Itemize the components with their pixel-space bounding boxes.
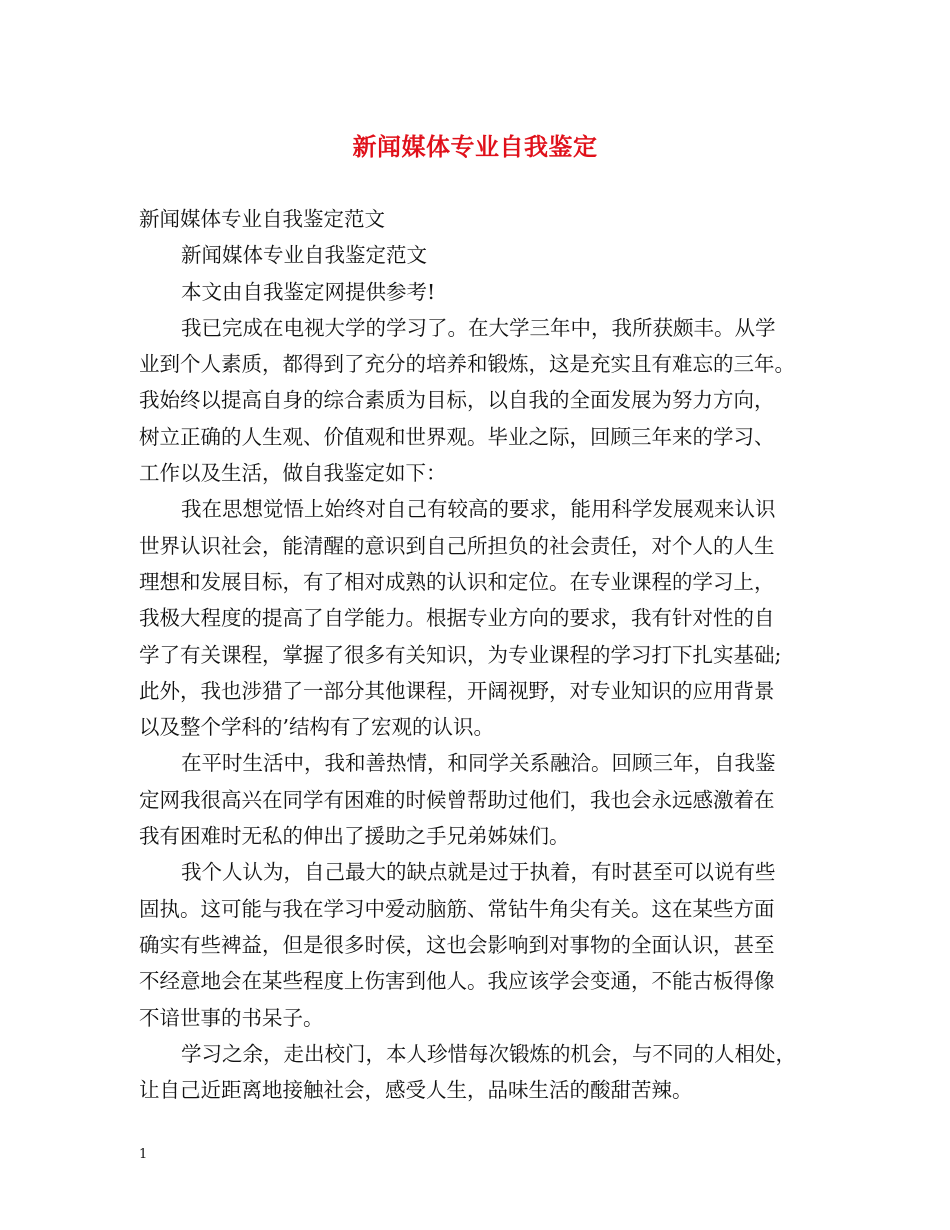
text-line: 理想和发展目标，有了相对成熟的认识和定位。在专业课程的学习上， <box>139 569 775 594</box>
text-line: 固执。这可能与我在学习中爱动脑筋、常钻牛角尖有关。这在某些方面 <box>139 896 775 921</box>
text-line: 业到个人素质，都得到了充分的培养和锻炼，这是充实且有难忘的三年。 <box>139 352 795 377</box>
text-line: 学习之余，走出校门，本人珍惜每次锻炼的机会，与不同的人相处， <box>181 1041 796 1066</box>
text-line: 世界认识社会，能清醒的意识到自己所担负的社会责任，对个人的人生 <box>139 533 775 558</box>
text-line: 不经意地会在某些程度上伤害到他人。我应该学会变通，不能古板得像 <box>139 969 775 994</box>
text-line: 学了有关课程，掌握了很多有关知识，为专业课程的学习打下扎实基础; <box>139 642 782 667</box>
text-line: 我有困难时无私的伸出了援助之手兄弟姊妹们。 <box>139 824 570 849</box>
text-line: 定网我很高兴在同学有困难的时候曾帮助过他们，我也会永远感激着在 <box>139 787 775 812</box>
text-line: 工作以及生活，做自我鉴定如下： <box>139 461 447 486</box>
page-number: 1 <box>139 1147 148 1162</box>
text-line: 我个人认为，自己最大的缺点就是过于执着，有时甚至可以说有些 <box>181 860 776 885</box>
text-line: 我在思想觉悟上始终对自己有较高的要求，能用科学发展观来认识 <box>181 497 776 522</box>
text-line: 本文由自我鉴定网提供参考! <box>181 279 436 304</box>
text-line: 不谙世事的书呆子。 <box>139 1005 324 1030</box>
text-line: 新闻媒体专业自我鉴定范文 <box>181 243 427 268</box>
text-line: 此外，我也涉猎了一部分其他课程，开阔视野，对专业知识的应用背景 <box>139 678 775 703</box>
text-line: 让自己近距离地接触社会，感受人生，品味生活的酸甜苦辣。 <box>139 1078 693 1103</box>
text-line: 我极大程度的提高了自学能力。根据专业方向的要求，我有针对性的自 <box>139 606 775 631</box>
text-line: 确实有些裨益，但是很多时侯，这也会影响到对事物的全面认识，甚至 <box>139 932 775 957</box>
text-line: 在平时生活中，我和善热情，和同学关系融洽。回顾三年，自我鉴 <box>181 751 776 776</box>
document-title: 新闻媒体专业自我鉴定 <box>352 132 598 161</box>
text-line: 以及整个学科的’结构有了宏观的认识。 <box>139 715 495 740</box>
text-line: 新闻媒体专业自我鉴定范文 <box>139 207 385 231</box>
text-line: 我始终以提高自身的综合素质为目标，以自我的全面发展为努力方向， <box>139 388 775 413</box>
text-line: 树立正确的人生观、价值观和世界观。毕业之际，回顾三年来的学习、 <box>139 424 775 449</box>
document-body <box>139 201 829 1108</box>
text-line: 我已完成在电视大学的学习了。在大学三年中，我所获颇丰。从学 <box>181 315 776 340</box>
